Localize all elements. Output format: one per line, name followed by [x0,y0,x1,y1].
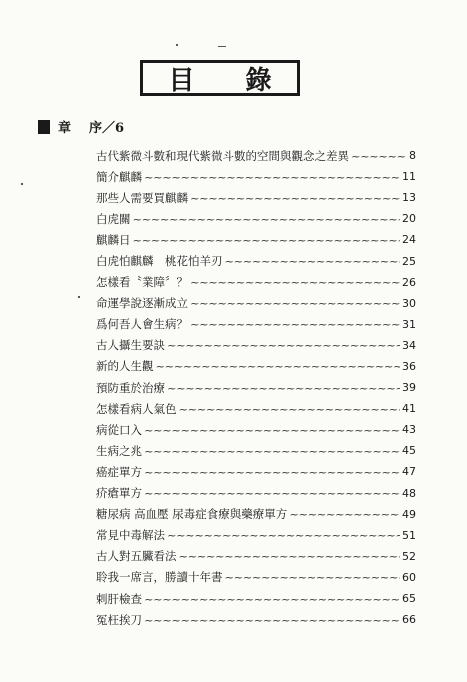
toc-entry [96,166,416,187]
toc-entry [96,588,416,609]
toc-entry-title: 冤枉挨刀 [96,612,142,627]
toc-entry-page: 49 [402,507,416,521]
table-of-contents [96,145,416,630]
toc-entry-title: 麒麟日 [96,232,131,247]
toc-entry [96,440,416,461]
toc-entry [96,567,416,588]
dot-leader [190,275,400,289]
toc-entry-page: 11 [402,170,416,184]
title-char-1: 目 [168,65,195,96]
toc-entry [96,377,416,398]
toc-entry-page: 31 [402,317,416,331]
dot-leader [144,486,400,500]
toc-entry-title: 命運學說逐漸成立 [96,296,188,311]
dot-leader [156,359,401,373]
toc-entry-title: 預防重於治療 [96,380,165,395]
toc-entry-title: 常見中毒解法 [96,528,165,543]
dot-leader [167,381,400,395]
section-label: 章 [58,121,72,136]
dot-leader [225,570,401,584]
toc-entry-title: 剌肝檢查 [96,591,142,606]
toc-entry-page: 41 [402,402,416,416]
toc-entry-page: 65 [402,592,416,606]
scan-speck [176,44,178,46]
scan-speck [78,296,80,298]
dot-leader [167,528,400,542]
toc-entry-title: 新的人生觀 [96,359,154,374]
dot-leader [190,191,400,205]
toc-entry [96,229,416,250]
toc-entry [96,609,416,630]
toc-entry-page: 48 [402,486,416,500]
scan-speck [218,46,226,47]
dot-leader [144,170,400,184]
toc-entry-title: 病從口入 [96,422,142,437]
toc-entry-page: 13 [402,191,416,205]
toc-entry [96,419,416,440]
toc-entry [96,272,416,293]
toc-entry-title: 白虎關 [96,211,131,226]
toc-entry-page: 43 [402,423,416,437]
black-square-icon [38,120,50,134]
toc-entry-title: 癌症單方 [96,464,142,479]
toc-entry-title: 怎樣看病人氣色 [96,401,177,416]
dot-leader [144,423,400,437]
preface-entry: 序／6 [89,121,125,136]
toc-entry-title: 古人攝生要訣 [96,338,165,353]
toc-entry-page: 8 [409,149,416,163]
dot-leader [144,592,400,606]
dot-leader [167,338,400,352]
dot-leader [133,212,401,226]
toc-entry-page: 51 [402,528,416,542]
toc-entry-page: 26 [402,275,416,289]
dot-leader [179,402,401,416]
toc-entry-page: 52 [402,549,416,563]
dot-leader [190,317,400,331]
toc-entry-title: 古代紫微斗數和現代紫微斗數的空間與觀念之差異 [96,148,349,163]
toc-entry [96,525,416,546]
dot-leader [144,465,400,479]
toc-entry-title: 怎樣看〝業障〞？ [96,275,188,290]
toc-entry-page: 36 [402,359,416,373]
toc-entry-title: 疥瘡單方 [96,486,142,501]
toc-entry [96,314,416,335]
toc-entry-page: 34 [402,338,416,352]
toc-entry [96,335,416,356]
toc-entry-page: 47 [402,465,416,479]
toc-entry-page: 45 [402,444,416,458]
toc-entry [96,208,416,229]
dot-leader [351,149,407,163]
toc-entry-page: 30 [402,296,416,310]
toc-entry-title: 白虎怕麒麟 桃花怕羊刃 [96,254,223,269]
title-char-2: 錄 [245,65,272,96]
section-heading [38,117,124,136]
toc-entry [96,461,416,482]
toc-entry-title: 生病之兆 [96,443,142,458]
toc-entry-page: 60 [402,570,416,584]
dot-leader [133,233,401,247]
scan-speck [21,183,23,185]
dot-leader [144,444,400,458]
contents-title-box [140,60,300,96]
toc-entry-page: 66 [402,613,416,627]
toc-entry [96,187,416,208]
toc-entry [96,546,416,567]
dot-leader [190,296,400,310]
toc-entry [96,145,416,166]
toc-entry [96,504,416,525]
dot-leader [179,549,401,563]
dot-leader [144,613,400,627]
toc-entry [96,356,416,377]
toc-entry-page: 24 [402,233,416,247]
toc-entry-page: 25 [402,254,416,268]
toc-entry-title: 聆我一席言，勝讀十年書 [96,570,223,585]
dot-leader [289,507,400,521]
toc-entry [96,483,416,504]
toc-entry [96,293,416,314]
toc-entry-page: 20 [402,212,416,226]
toc-entry-title: 爲何吾人會生病？ [96,317,188,332]
toc-entry-title: 那些人需要買麒麟 [96,190,188,205]
dot-leader [225,254,401,268]
toc-entry-title: 糖尿病 高血壓 尿毒症食療與藥療單方 [96,507,288,522]
toc-entry-page: 39 [402,381,416,395]
toc-entry-title: 古人對五臟看法 [96,549,177,564]
toc-entry [96,250,416,271]
toc-entry [96,398,416,419]
toc-entry-title: 簡介麒麟 [96,169,142,184]
